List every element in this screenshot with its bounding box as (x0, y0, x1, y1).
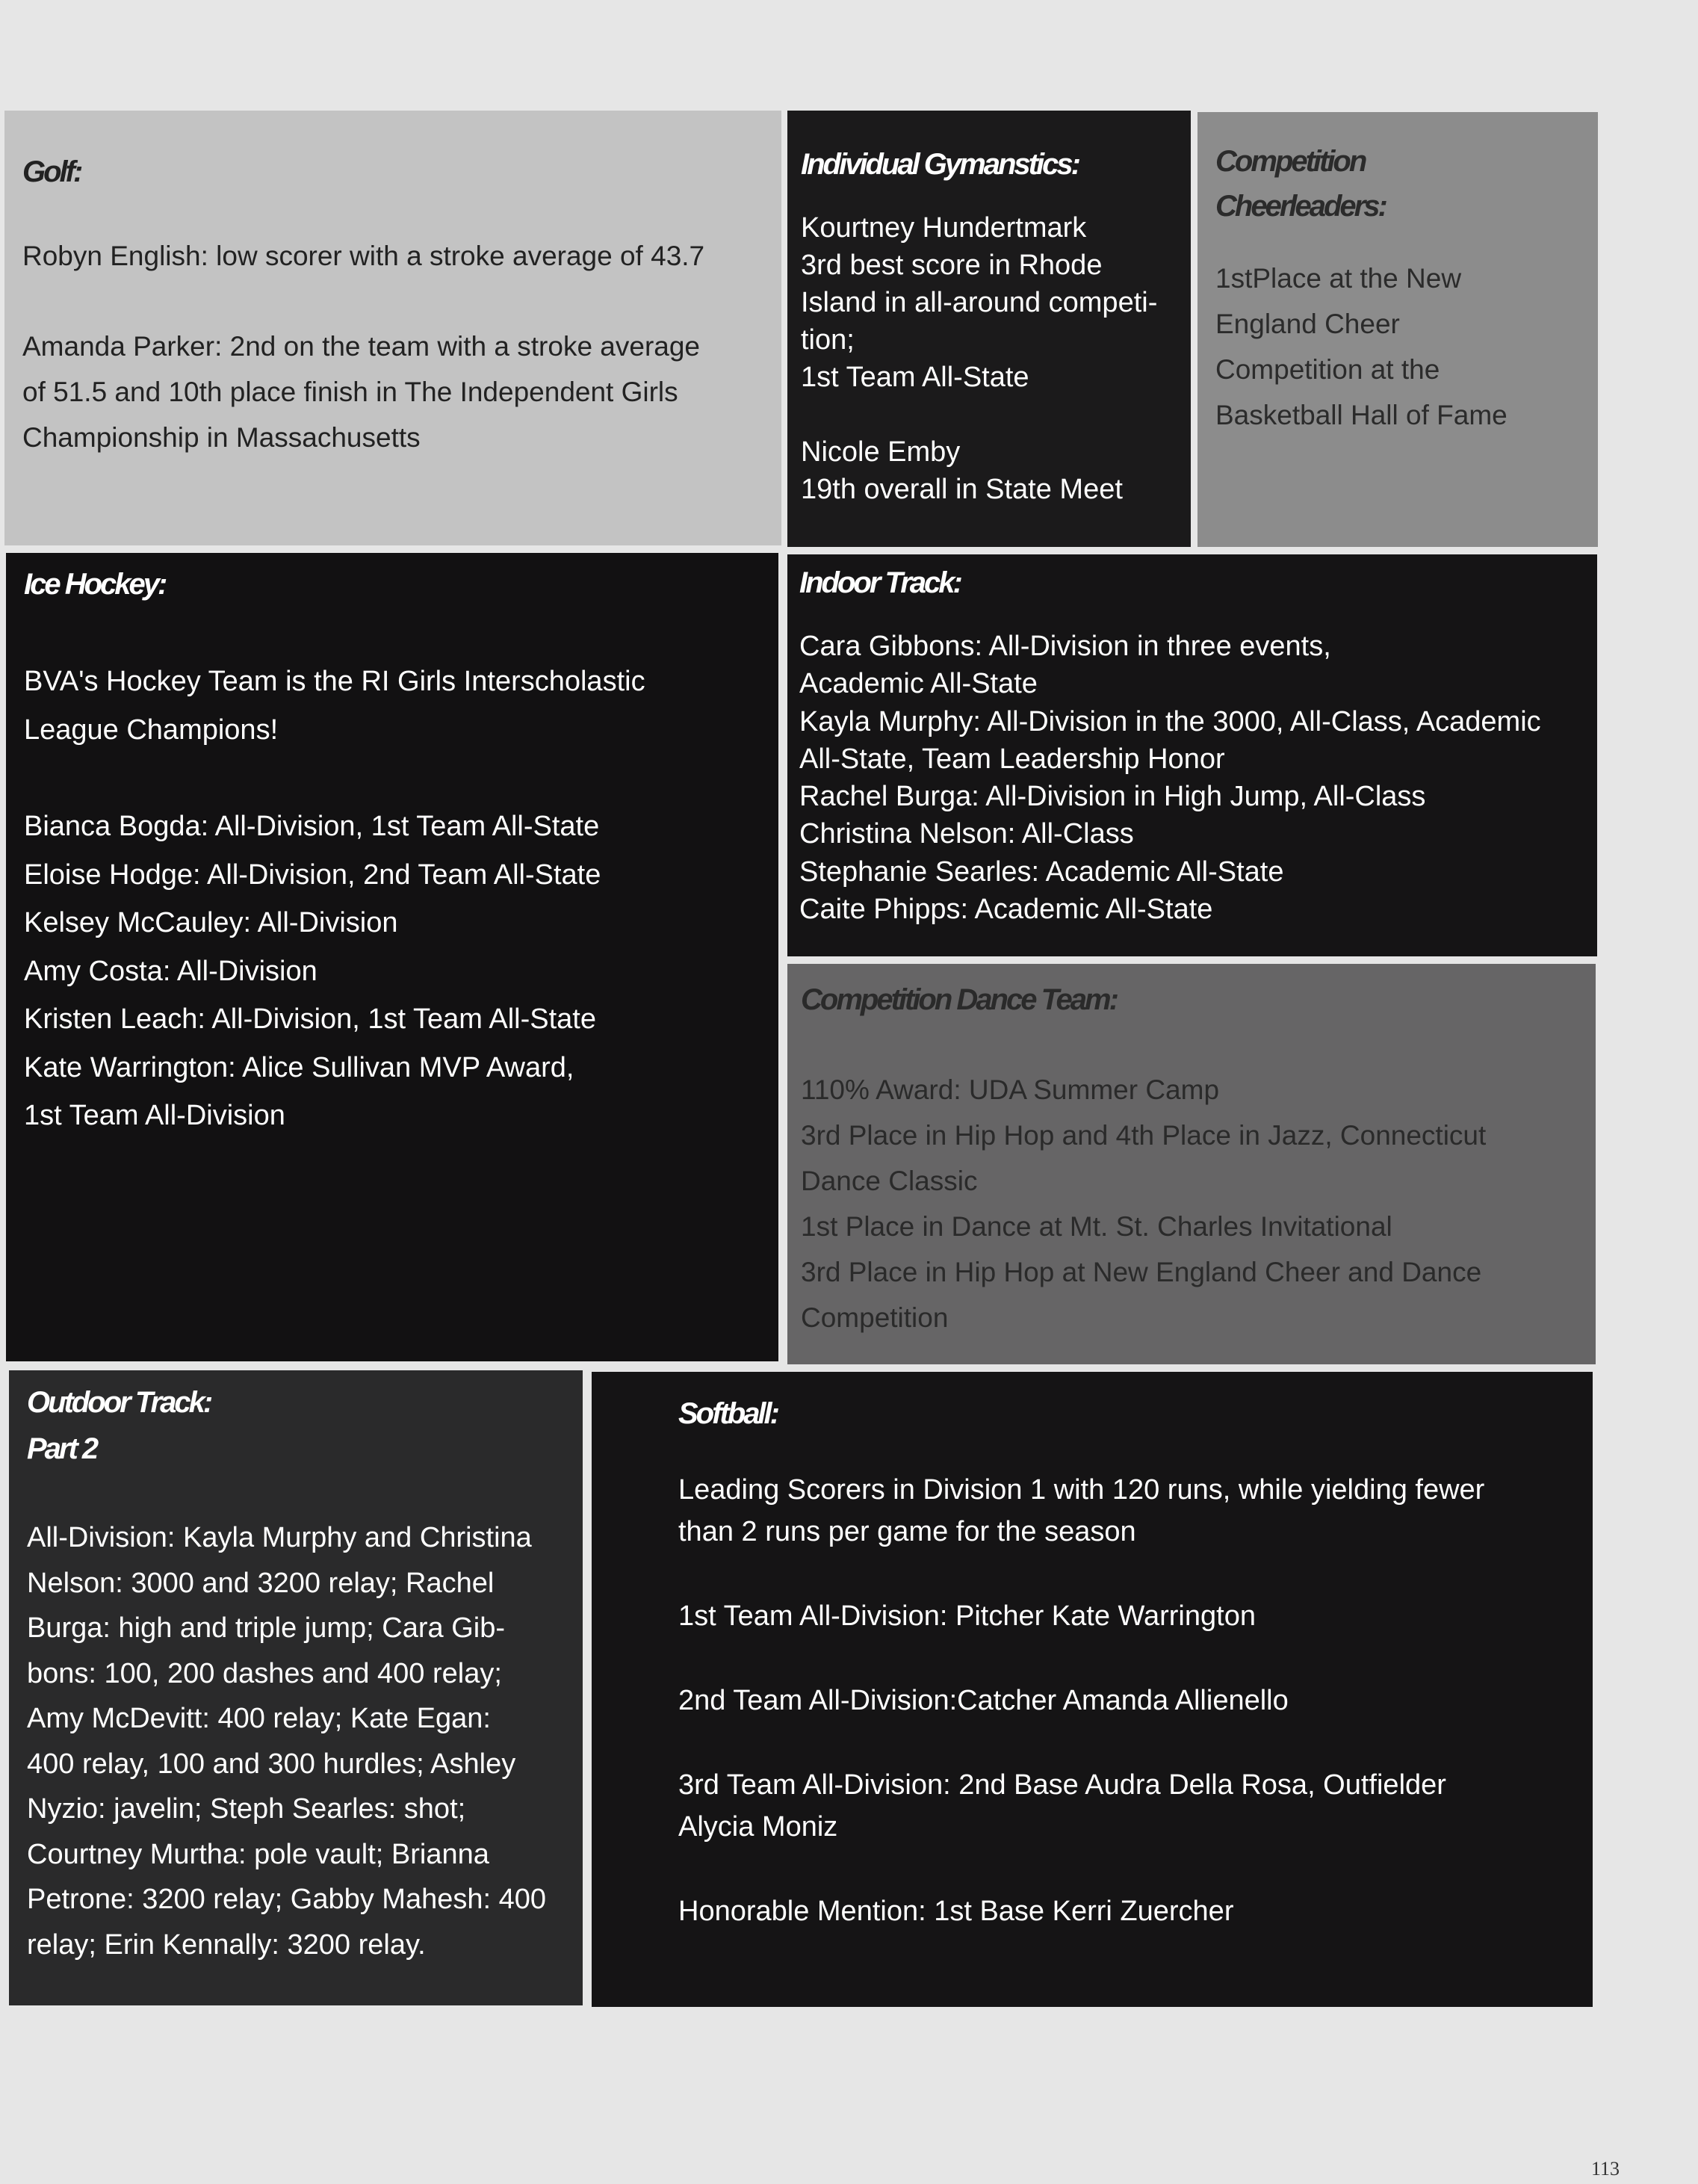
gymnastics-panel (787, 111, 1191, 547)
softball-entry-second-team: 2nd Team All-Division:Catcher Amanda Allienello (678, 1685, 1289, 1716)
dance-title: Competition Dance Team: (801, 983, 1117, 1016)
dance-panel (787, 964, 1596, 1364)
golf-panel (4, 111, 781, 545)
softball-panel (592, 1372, 1593, 2007)
softball-title: Softball: (678, 1397, 778, 1430)
gymnastics-title: Individual Gymanstics: (801, 148, 1079, 181)
golf-entry-english: Robyn English: low scorer with a stroke average of 43.7 (22, 241, 705, 271)
cheerleaders-panel (1197, 112, 1598, 547)
golf-entry-parker: Amanda Parker: 2nd on the team with a stroke average of 51.5 and 10th place finish in The Independent Girls Championship in Massachusetts (22, 331, 701, 453)
outdoor-track-title: Outdoor Track: (27, 1386, 211, 1419)
cheerleaders-title (1215, 139, 1580, 229)
softball-entry-honorable: Honorable Mention: 1st Base Kerri Zuercher (678, 1896, 1234, 1927)
gymnastics-entry-hundertmark: Kourtney Hundertmark 3rd best score in Rhode Island in all-around competi- tion; 1st Team All-State (801, 212, 1158, 393)
softball-entry-first-team: 1st Team All-Division: Pitcher Kate Warrington (678, 1600, 1256, 1632)
page-number: 113 (1591, 2158, 1620, 2180)
cheerleaders-title-line2: Cheerleaders: (1215, 190, 1386, 223)
hockey-title: Ice Hockey: (24, 568, 166, 601)
gymnastics-entry-emby: Nicole Emby 19th overall in State Meet (801, 436, 1123, 505)
outdoor-track-text: All-Division: Kayla Murphy and Christina Nelson: 3000 and 3200 relay; Rachel Burga: high and triple jump; Cara Gib- bons: 100, 200 dashes and 400 relay; Amy McDevitt: 400 relay; Kate Egan: 400 relay, 100 and 300 hurdles; Ashley Nyzio: javelin; Steph Searles: shot; Courtney Murtha: pole vault; Brianna Petrone: 3200 relay; Gabby Mahesh: 400 relay; Erin Kennally: 3200 relay. (27, 1522, 547, 1961)
hockey-panel (6, 553, 778, 1361)
indoor-track-text: Cara Gibbons: All-Division in three events, Academic All-State Kayla Murphy: All-Division in the 3000, All-Class, Academic All-State, Team Leadership Honor Rachel Burga: All-Division in High Jump, All-Class Christina Nelson: All-Class Stephanie Searles: Academic All-State Caite Phipps: Academic All-State (799, 631, 1541, 926)
golf-title: Golf: (22, 155, 81, 188)
hockey-players: Bianca Bogda: All-Division, 1st Team All-State Eloise Hodge: All-Division, 2nd Team All-State Kelsey McCauley: All-Division Amy Costa: All-Division Kristen Leach: All-Division, 1st Team All-State Kate Warrington: Alice Sullivan MVP Award, 1st Team All-Division (24, 811, 601, 1131)
dance-text: 110% Award: UDA Summer Camp 3rd Place in Hip Hop and 4th Place in Jazz, Connecticut Dance Classic 1st Place in Dance at Mt. St. Charles Invitational 3rd Place in Hip Hop at New England Cheer and Dance Competition (801, 1074, 1487, 1333)
outdoor-track-subtitle: Part 2 (27, 1432, 97, 1465)
cheerleaders-text: 1stPlace at the New England Cheer Competition at the Basketball Hall of Fame (1215, 263, 1508, 430)
softball-entry-scoring: Leading Scorers in Division 1 with 120 runs, while yielding fewer than 2 runs per game for the season (678, 1474, 1485, 1547)
hockey-intro: BVA's Hockey Team is the RI Girls Interscholastic League Champions! (24, 666, 645, 746)
outdoor-track-panel (9, 1370, 583, 2005)
indoor-track-panel (787, 554, 1597, 956)
softball-entry-third-team: 3rd Team All-Division: 2nd Base Audra Della Rosa, Outfielder Alycia Moniz (678, 1769, 1446, 1843)
cheerleaders-title-line1: Competition (1215, 145, 1366, 178)
indoor-track-title: Indoor Track: (799, 566, 961, 599)
